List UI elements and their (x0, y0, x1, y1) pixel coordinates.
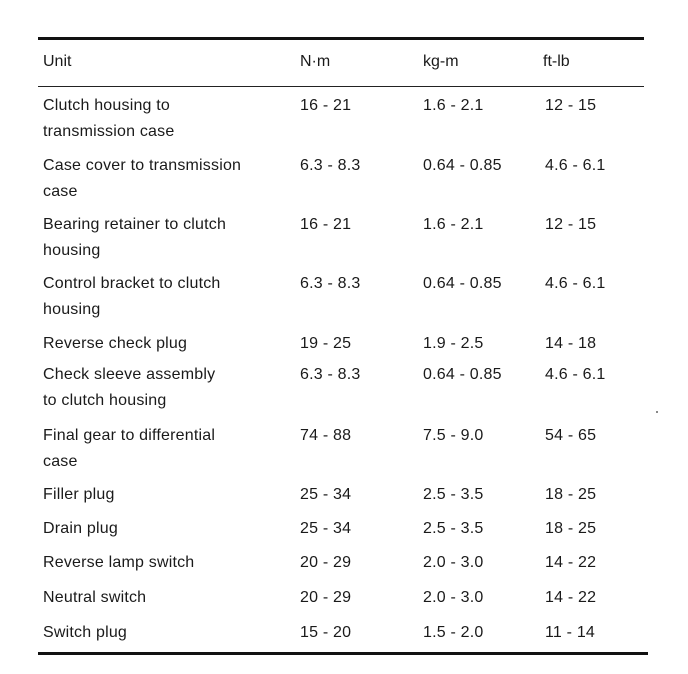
cell-nm: 19 - 25 (300, 335, 352, 352)
cell-unit-line: case (43, 453, 78, 470)
cell-unit-line: housing (43, 301, 101, 318)
cell-unit (43, 482, 115, 508)
cell-unit-line: Reverse lamp switch (43, 554, 195, 571)
cell-unit-line: Check sleeve assembly (43, 366, 216, 383)
cell-ftlb: 14 - 22 (545, 589, 597, 606)
cell-kgm: 1.5 - 2.0 (423, 624, 484, 641)
table-bottom-rule (38, 652, 648, 655)
cell-unit-line: Drain plug (43, 520, 118, 537)
cell-kgm: 1.6 - 2.1 (423, 97, 484, 114)
cell-ftlb: 18 - 25 (545, 486, 597, 503)
cell-kgm: 1.9 - 2.5 (423, 335, 484, 352)
cell-ftlb: 14 - 18 (545, 335, 597, 352)
cell-nm: 6.3 - 8.3 (300, 366, 361, 383)
cell-ftlb: 4.6 - 6.1 (545, 275, 606, 292)
cell-unit (43, 423, 215, 475)
cell-unit-line: Filler plug (43, 486, 115, 503)
table-top-rule (38, 37, 644, 40)
cell-unit-line: Neutral switch (43, 589, 147, 606)
cell-kgm: 0.64 - 0.85 (423, 366, 502, 383)
cell-kgm: 2.0 - 3.0 (423, 554, 484, 571)
cell-unit (43, 362, 215, 414)
cell-unit-line: Reverse check plug (43, 335, 188, 352)
cell-nm: 25 - 34 (300, 520, 352, 537)
cell-nm: 20 - 29 (300, 554, 352, 571)
cell-ftlb: 4.6 - 6.1 (545, 366, 606, 383)
cell-nm: 16 - 21 (300, 97, 352, 114)
cell-unit-line: Final gear to differential (43, 427, 216, 444)
scan-speck (656, 411, 658, 413)
header-rule (38, 86, 644, 87)
cell-ftlb: 12 - 15 (545, 97, 597, 114)
cell-nm: 6.3 - 8.3 (300, 275, 361, 292)
cell-kgm: 7.5 - 9.0 (423, 427, 484, 444)
cell-unit (43, 153, 241, 205)
header-unit: Unit (43, 53, 72, 70)
cell-kgm: 0.64 - 0.85 (423, 157, 502, 174)
cell-unit-line: to clutch housing (43, 392, 167, 409)
cell-unit-line: Switch plug (43, 624, 128, 641)
header-ftlb: ft-lb (543, 53, 570, 70)
cell-unit-line: transmission case (43, 123, 175, 140)
cell-kgm: 2.0 - 3.0 (423, 589, 484, 606)
header-nm: N·m (300, 53, 331, 70)
cell-ftlb: 18 - 25 (545, 520, 597, 537)
cell-unit (43, 620, 127, 646)
cell-unit-line: Bearing retainer to clutch (43, 216, 227, 233)
cell-unit-line: Clutch housing to (43, 97, 171, 114)
cell-unit (43, 550, 194, 576)
cell-kgm: 2.5 - 3.5 (423, 520, 484, 537)
cell-unit-line: Control bracket to clutch (43, 275, 221, 292)
header-kgm: kg-m (423, 53, 459, 70)
cell-ftlb: 11 - 14 (545, 624, 596, 641)
cell-unit (43, 271, 221, 323)
cell-unit-line: Case cover to transmission (43, 157, 242, 174)
cell-nm: 25 - 34 (300, 486, 352, 503)
cell-nm: 15 - 20 (300, 624, 352, 641)
cell-nm: 16 - 21 (300, 216, 352, 233)
cell-unit (43, 212, 226, 264)
cell-ftlb: 12 - 15 (545, 216, 597, 233)
cell-nm: 6.3 - 8.3 (300, 157, 361, 174)
cell-unit (43, 585, 146, 611)
cell-kgm: 2.5 - 3.5 (423, 486, 484, 503)
cell-ftlb: 14 - 22 (545, 554, 597, 571)
cell-kgm: 1.6 - 2.1 (423, 216, 484, 233)
cell-unit (43, 516, 118, 542)
cell-unit-line: housing (43, 242, 101, 259)
cell-ftlb: 4.6 - 6.1 (545, 157, 606, 174)
cell-kgm: 0.64 - 0.85 (423, 275, 502, 292)
cell-ftlb: 54 - 65 (545, 427, 597, 444)
cell-nm: 20 - 29 (300, 589, 352, 606)
cell-unit (43, 93, 174, 145)
cell-unit-line: case (43, 183, 78, 200)
cell-unit (43, 331, 187, 357)
cell-nm: 74 - 88 (300, 427, 352, 444)
